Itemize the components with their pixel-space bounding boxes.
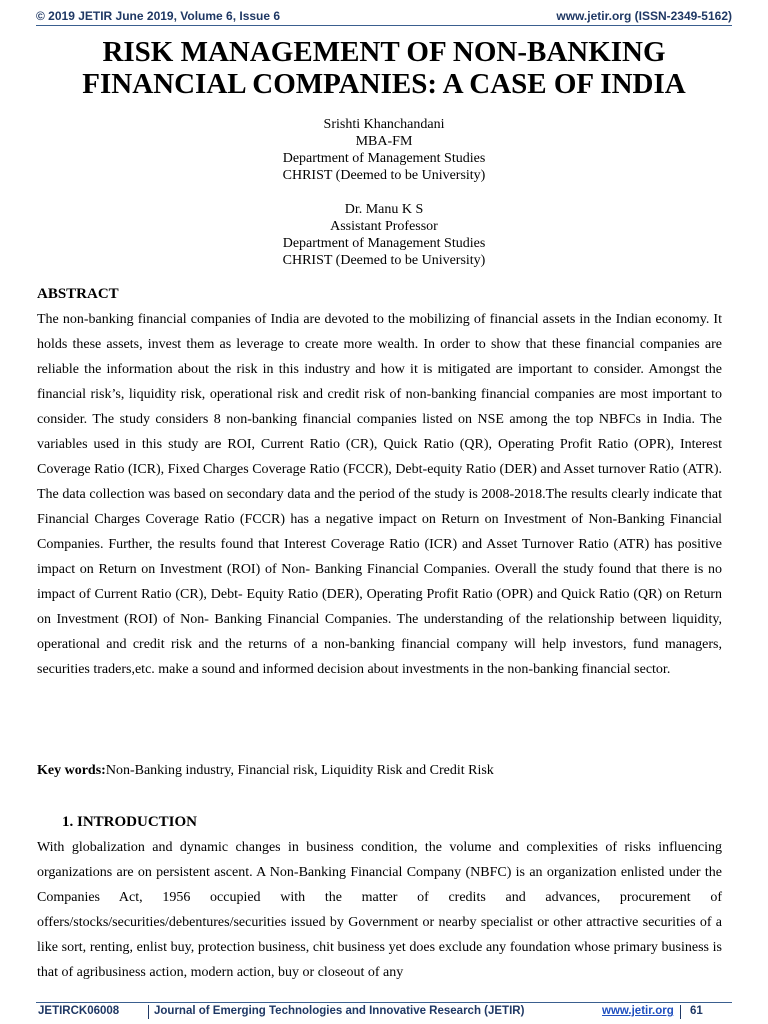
abstract-heading: ABSTRACT	[37, 286, 119, 302]
header-journal-url: www.jetir.org (ISSN-2349-5162)	[556, 9, 732, 23]
introduction-text: With globalization and dynamic changes in business condition, the volume and complexities of risks influencing organizations are on persistent ascent. A Non-Banking Financial Company (NBFC) is an organization enlisted under the Companies Act, 1956 occupied with the matter of credits and advances, procurement of offers/stocks/securities/debentures/securities issued by Government or nearby specialist or other attractive securities of a like sort, renting, enlist buy, protection business, chit business yet does exclude any foundation whose primary business is that of agribusiness action, modern action, buy or closeout of any	[37, 840, 722, 980]
running-footer	[36, 1002, 732, 1019]
footer-journal-name: Journal of Emerging Technologies and Innovative Research (JETIR)	[154, 1005, 525, 1017]
author-block	[0, 116, 768, 269]
title-line-2: FINANCIAL COMPANIES: A CASE OF INDIA	[82, 68, 686, 100]
author-2-role: Assistant Professor	[330, 219, 438, 234]
header-issue-info: © 2019 JETIR June 2019, Volume 6, Issue 6	[36, 9, 281, 23]
abstract-text: The non-banking financial companies of India are devoted to the mobilizing of financial assets in the Indian economy. It holds these assets, invest them as leverage to create more wealth. In order to show that these financial companies are reliable the information about the risk in this industry and how it is mitigated are important to consider. Amongst the financial risk’s, liquidity risk, operational risk and credit risk of non-banking financial companies are most important to consider. The study considers 8 non-banking financial companies listed on NSE among the top NBFCs in India. The variables used in this study are ROI, Current Ratio (CR), Quick Ratio (QR), Operating Profit Ratio (OPR), Interest Coverage Ratio (ICR), Fixed Charges Coverage Ratio (FCCR), Debt-equity Ratio (DER) and Asset turnover Ratio (ATR). The data collection was based on secondary data and the period of the study is 2008-2018.The results clearly indicate that Financial Charges Coverage Ratio (FCCR) has a negative impact on Return on Investment of Non-Banking Financial Companies. Further, the results found that Interest Coverage Ratio (ICR) and Asset Turnover Ratio (ATR) has positive impact on Return on Investment (ROI) of Non- Banking Financial Companies. Overall the study found that there is no impact of Current Ratio (CR), Debt- Equity Ratio (DER), Operating Profit Ratio (OPR) and Quick Ratio (QR) on Return on Investment (ROI) of Non- Banking Financial Companies. The understanding of the relationship between liquidity, operational and credit risk and the returns of a non-banking financial company will help investors, fund managers, securities traders,etc. make a sound and informed decision about investments in the non-banking financial sector.	[37, 312, 722, 677]
author-2-name: Dr. Manu K S	[344, 202, 424, 217]
author-1-role: MBA-FM	[355, 134, 413, 149]
author-1	[0, 116, 768, 184]
author-2-department: Department of Management Studies	[282, 236, 486, 251]
title-line-1: RISK MANAGEMENT OF NON-BANKING	[102, 36, 666, 68]
paper-title	[20, 36, 748, 100]
footer-url-link[interactable]: www.jetir.org	[602, 1005, 674, 1017]
footer-page-number: 61	[690, 1005, 703, 1017]
author-2-institution: CHRIST (Deemed to be University)	[282, 253, 486, 268]
keywords-text: Non-Banking industry, Financial risk, Liquidity Risk and Credit Risk	[105, 763, 494, 778]
author-1-institution: CHRIST (Deemed to be University)	[282, 168, 486, 183]
footer-paper-code: JETIRCK06008	[38, 1005, 120, 1017]
running-header	[36, 7, 732, 26]
author-1-name: Srishti Khanchandani	[323, 117, 445, 132]
keywords-label: Key words:	[37, 763, 106, 778]
introduction-heading: 1. INTRODUCTION	[62, 814, 198, 830]
author-2	[0, 201, 768, 269]
author-1-department: Department of Management Studies	[282, 151, 486, 166]
keywords	[37, 763, 722, 779]
